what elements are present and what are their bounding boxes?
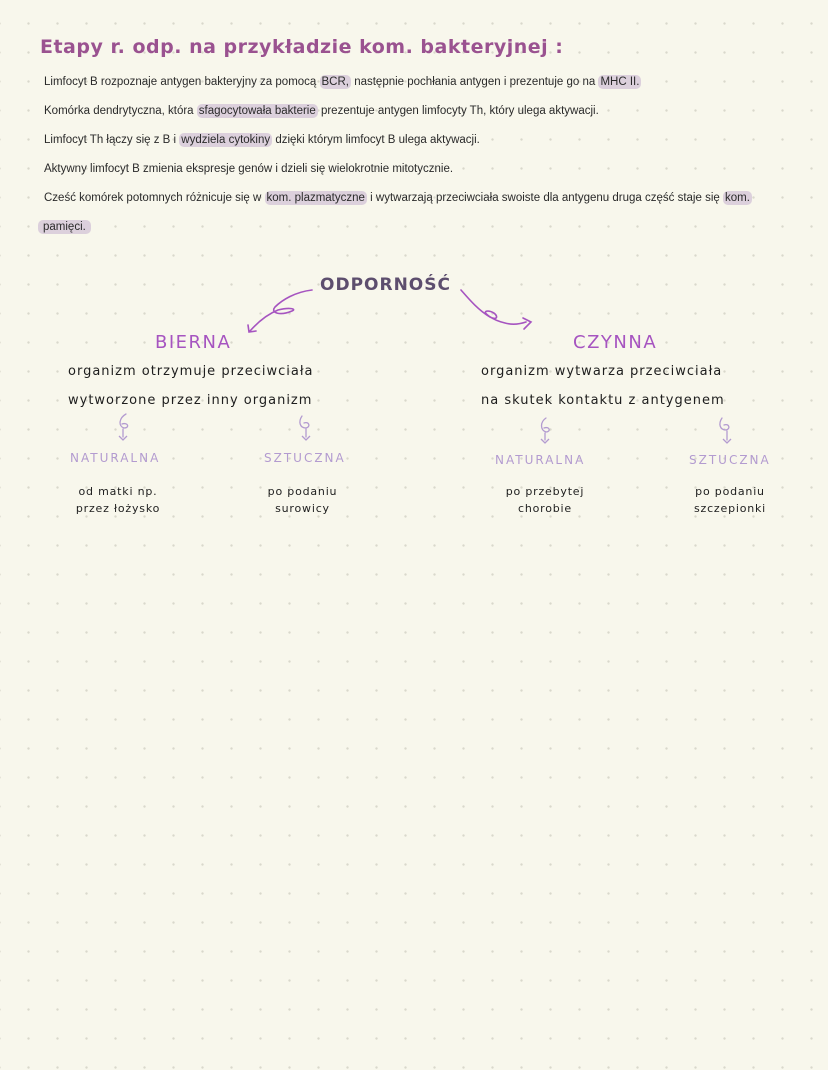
text: Aktywny limfocyt B zmienia ekspresje genów i dzieli się wielokrotnie mitotycznie. xyxy=(44,163,454,175)
passive-artificial-title: SZTUCZNA xyxy=(264,451,346,465)
active-artificial-title: SZTUCZNA xyxy=(689,453,771,467)
highlight-bcr: BCR, xyxy=(321,76,349,88)
detail-line-2: przez łożysko xyxy=(75,502,161,515)
text: Cześć komórek potomnych różnicuje się w xyxy=(44,192,265,204)
active-natural-title: NATURALNA xyxy=(495,453,586,467)
passive-natural-title: NATURALNA xyxy=(70,451,161,465)
text: Komórka dendrytyczna, która xyxy=(44,105,197,117)
paragraph-4 xyxy=(44,161,453,177)
passive-description-line-2: wytworzone przez inny organizm xyxy=(68,393,313,408)
active-natural-detail xyxy=(490,483,600,517)
active-artificial-detail xyxy=(676,483,784,517)
paragraph-3 xyxy=(44,132,480,148)
text: i wytwarzają przeciwciała swoiste dla antygenu druga część staje się xyxy=(366,192,723,204)
passive-natural-detail xyxy=(62,483,174,517)
detail-line-2: surowicy xyxy=(275,502,330,515)
text: Limfocyt Th łączy się z B i xyxy=(44,134,180,146)
active-description-line-1: organizm wytwarza przeciwciała xyxy=(481,364,723,379)
detail-line-2: szczepionki xyxy=(693,502,767,515)
highlight-cytokines: wydziela cytokiny xyxy=(181,134,271,146)
detail-line-2: chorobie xyxy=(518,502,572,515)
active-description-line-2: na skutek kontaktu z antygenem xyxy=(481,393,725,408)
text: dzięki którym limfocyt B ulega aktywacji. xyxy=(272,134,480,146)
paragraph-5-continuation xyxy=(38,219,91,235)
highlight-kom: kom. xyxy=(724,192,750,204)
highlight-phagocytosis: sfagocytowała bakterie xyxy=(198,105,316,117)
branch-title-active: CZYNNA xyxy=(573,332,658,353)
paragraph-5 xyxy=(44,190,752,206)
diagram-root-title: ODPORNOŚĆ xyxy=(320,275,451,295)
passive-description-line-1: organizm otrzymuje przeciwciała xyxy=(68,364,314,379)
detail-line-1: po podaniu xyxy=(695,485,765,498)
highlight-memory: pamięci. xyxy=(38,220,91,234)
passive-artificial-detail xyxy=(250,483,355,517)
detail-line-1: od matki np. xyxy=(78,485,158,498)
text: prezentuje antygen limfocyty Th, który ulega aktywacji. xyxy=(317,105,599,117)
branch-title-passive: BIERNA xyxy=(155,332,232,353)
page-heading: Etapy r. odp. na przykładzie kom. bakteryjnej : xyxy=(40,36,564,58)
highlight-mhc: MHC II. xyxy=(600,76,640,88)
text: Limfocyt B rozpoznaje antygen bakteryjny za pomocą xyxy=(44,76,320,88)
text: następnie pochłania antygen i prezentuje go na xyxy=(351,76,599,88)
highlight-plasma-cells: kom. plazmatyczne xyxy=(266,192,365,204)
paragraph-2 xyxy=(44,103,599,119)
detail-line-1: po przebytej xyxy=(505,485,585,498)
detail-line-1: po podaniu xyxy=(267,485,338,498)
paragraph-1 xyxy=(44,74,641,90)
